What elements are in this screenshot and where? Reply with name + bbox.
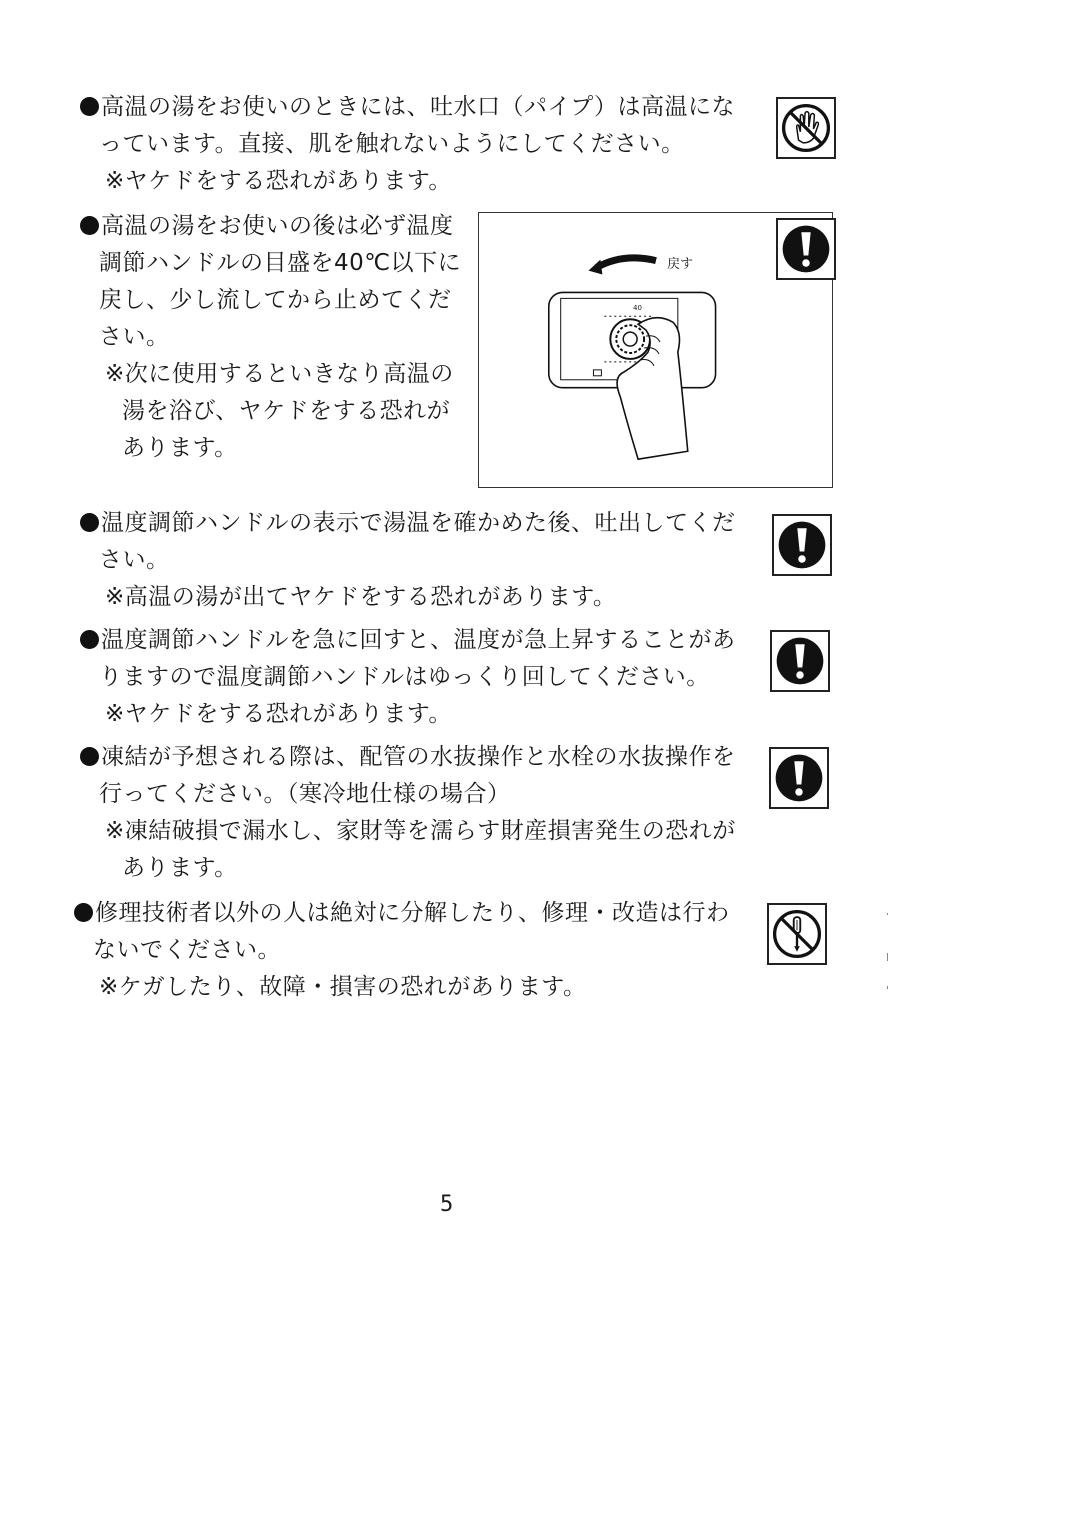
scan-speck xyxy=(887,953,888,961)
warning-item xyxy=(80,505,736,616)
item-text: 温度調節ハンドルの表示で湯温を確かめた後、吐出してくだ xyxy=(101,510,736,536)
warning-item xyxy=(80,739,736,887)
item-note: ※ケガしたり、故障・損害の恐れがあります。 xyxy=(99,974,587,1000)
item-text: 調節ハンドルの目盛を40℃以下に xyxy=(99,250,462,276)
item-note: ※高温の湯が出てヤケドをする恐れがあります。 xyxy=(105,584,617,610)
no-touch-icon xyxy=(776,97,836,159)
item-note: ※ヤケドをする恐れがあります。 xyxy=(105,701,452,727)
page-number: 5 xyxy=(440,1192,454,1217)
warning-item xyxy=(80,89,735,200)
caution-icon xyxy=(769,747,829,809)
caution-icon xyxy=(776,218,836,280)
bullet xyxy=(80,747,99,766)
item-text: 戻し、少し流してから止めてくだ xyxy=(99,287,452,313)
item-text: 修理技術者以外の人は絶対に分解したり、修理・改造は行わ xyxy=(95,900,730,926)
bullet xyxy=(80,630,99,649)
bullet xyxy=(74,903,93,922)
warning-item xyxy=(80,208,461,467)
scan-speck xyxy=(887,986,888,989)
item-text: さい。 xyxy=(99,547,170,573)
dial-mark-label: 40 xyxy=(633,304,642,312)
item-note: ※次に使用するといきなり高温の xyxy=(105,361,454,387)
item-text: りますので温度調節ハンドルはゆっくり回してください。 xyxy=(99,664,710,690)
scan-speck xyxy=(887,913,888,915)
item-note: ※ヤケドをする恐れがあります。 xyxy=(105,168,452,194)
item-note: ※凍結破損で漏水し、家財等を濡らす財産損害発生の恐れが xyxy=(105,818,736,844)
item-note: あります。 xyxy=(122,855,238,881)
no-disassembly-icon xyxy=(767,903,827,965)
item-text: さい。 xyxy=(99,324,170,350)
warning-item xyxy=(80,622,736,733)
caution-icon xyxy=(770,630,830,692)
item-text: っています。直接、肌を触れないようにしてください。 xyxy=(99,131,685,157)
bullet xyxy=(80,216,99,235)
item-text: 凍結が予想される際は、配管の水抜操作と水栓の水抜操作を xyxy=(101,744,736,770)
item-text: 行ってください。（寒冷地仕様の場合） xyxy=(99,781,511,807)
bullet xyxy=(80,97,99,116)
item-note: 湯を浴び、ヤケドをする恐れが xyxy=(122,398,451,424)
caution-icon xyxy=(772,514,832,576)
arrow-label: 戻す xyxy=(667,257,694,272)
item-text: 温度調節ハンドルを急に回すと、温度が急上昇することがあ xyxy=(101,627,736,653)
item-note: あります。 xyxy=(122,435,238,461)
item-text: ないでください。 xyxy=(93,937,281,963)
bullet xyxy=(80,513,99,532)
item-text: 高温の湯をお使いのときには、吐水口（パイプ）は高温にな xyxy=(101,94,736,120)
item-text: 高温の湯をお使いの後は必ず温度 xyxy=(101,213,454,239)
warning-item xyxy=(74,895,730,1006)
